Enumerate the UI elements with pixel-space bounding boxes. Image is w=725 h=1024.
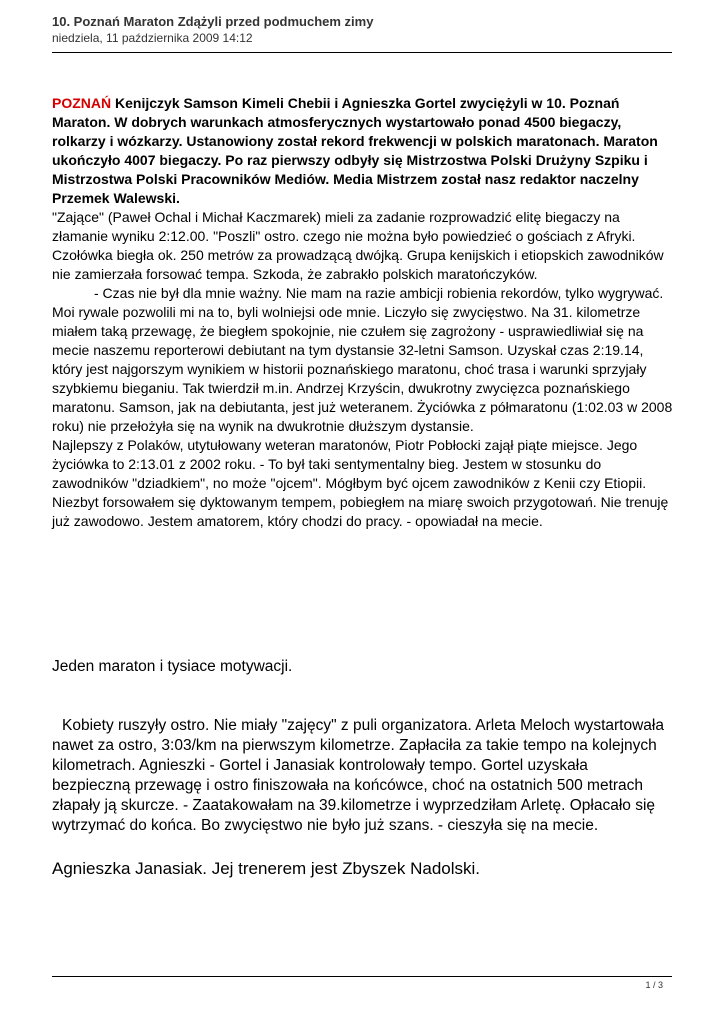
paragraph-women-race: Kobiety ruszyły ostro. Nie miały "zajęcy" z puli organizatora. Arleta Meloch wystartowała nawet za ostro, 3:03/km na pierwszym kilometrze. Zapłaciła za takie tempo na kolejnych kilometrach. Agnieszki - Gortel i Janasiak kontrolowały tempo. Gortel uzyskała bezpieczną przewagę i ostro finiszowała na końcówce, choć na ostatnich 500 metrach złapały ją skurcze. - Zaatakowałam na 39.kilometrze i wyprzedziłam Arletę. Opłacało się wytrzymać do końca. Bo zwycięstwo nie było już szans. - cieszyła się na mecie. <box>52 717 664 834</box>
article-date: niedziela, 11 października 2009 14:12 <box>52 31 253 45</box>
city-dateline: POZNAŃ <box>52 95 112 111</box>
lead-text: Kenijczyk Samson Kimeli Chebii i Agnieszka Gortel zwyciężyli w 10. Poznań Maraton. W dobrych warunkach atmosferycznych wystartowało ponad 4500 biegaczy, rolkarzy i wózkarzy. Ustanowiony został rekord frekwencji w polskich maratonach. Maraton ukończyło 4007 biegaczy. Po raz pierwszy odbyły się Mistrzostwa Polski Drużyny Szpiku i Mistrzostwa Polski Pracowników Mediów. Media Mistrzem został nasz redaktor naczelny Przemek Walewski. <box>52 95 658 206</box>
motto-text: Jeden maraton i tysiace motywacji. <box>52 658 293 675</box>
article-body <box>52 94 677 531</box>
lead-paragraph <box>52 94 677 208</box>
paragraph-samson-quote: - Czas nie był dla mnie ważny. Nie mam na razie ambicji robienia rekordów, tylko wygrywać. Moi rywale pozwolili mi na to, byli wolniejsi ode mnie. Liczyło się zwycięstwo. Na 31. kilometrze miałem taką przewagę, że biegłem spokojnie, nie czułem się zagrożony - usprawiedliwiał się na mecie naszemu reporterowi debiutant na tym dystansie 32-letni Samson. Uzyskał czas 2:19.14, który jest najgorszym wynikiem w historii poznańskiego maratonu, choć trasa i warunki sprzyjały szybkiemu bieganiu. Tak twierdził m.in. Andrzej Krzyścin, dwukrotny zwycięzca poznańskiego maratonu. Samson, jak na debiutanta, jest już weteranem. Życiówka z półmaratonu (1:02.03 w 2008 roku) nie przełożyła się na wynik na dwukrotnie dłuższym dystansie. <box>52 285 673 434</box>
page-number: 1 / 3 <box>645 980 663 990</box>
footer-divider <box>52 976 672 977</box>
women-section <box>52 716 667 836</box>
photo-caption: Agnieszka Janasiak. Jej trenerem jest Zbyszek Nadolski. <box>52 859 481 878</box>
page-header <box>52 14 672 46</box>
header-divider <box>52 52 672 53</box>
article-title: 10. Poznań Maraton Zdążyli przed podmuchem zimy <box>52 14 374 29</box>
paragraph-poblocki: Najlepszy z Polaków, utytułowany weteran maratonów, Piotr Pobłocki zajął piąte miejsce. Jego życiówka to 2:13.01 z 2002 roku. - To był taki sentymentalny bieg. Jestem w stosunku do zawodników "dziadkiem", no może "ojcem". Mógłbym być ojcem zawodników z Kenii czy Etiopii. Niezbyt forsowałem się dyktowanym tempem, pobiegłem na miarę swoich przygotowań. Nie trenuję już zawodowo. Jestem amatorem, który chodzi do pracy. - opowiadał na mecie. <box>52 437 669 529</box>
paragraph-pacemakers: "Zające" (Paweł Ochal i Michał Kaczmarek) mieli za zadanie rozprowadzić elitę biegaczy na złamanie wyniku 2:12.00. "Poszli" ostro. czego nie można było powiedzieć o gościach z Afryki. Czołówka biegła ok. 250 metrów za prowadzącą dwójką. Grupa kenijskich i etiopskich zawodników nie zamierzała forsować tempa. Szkoda, że zabrakło polskich maratończyków. <box>52 209 664 282</box>
